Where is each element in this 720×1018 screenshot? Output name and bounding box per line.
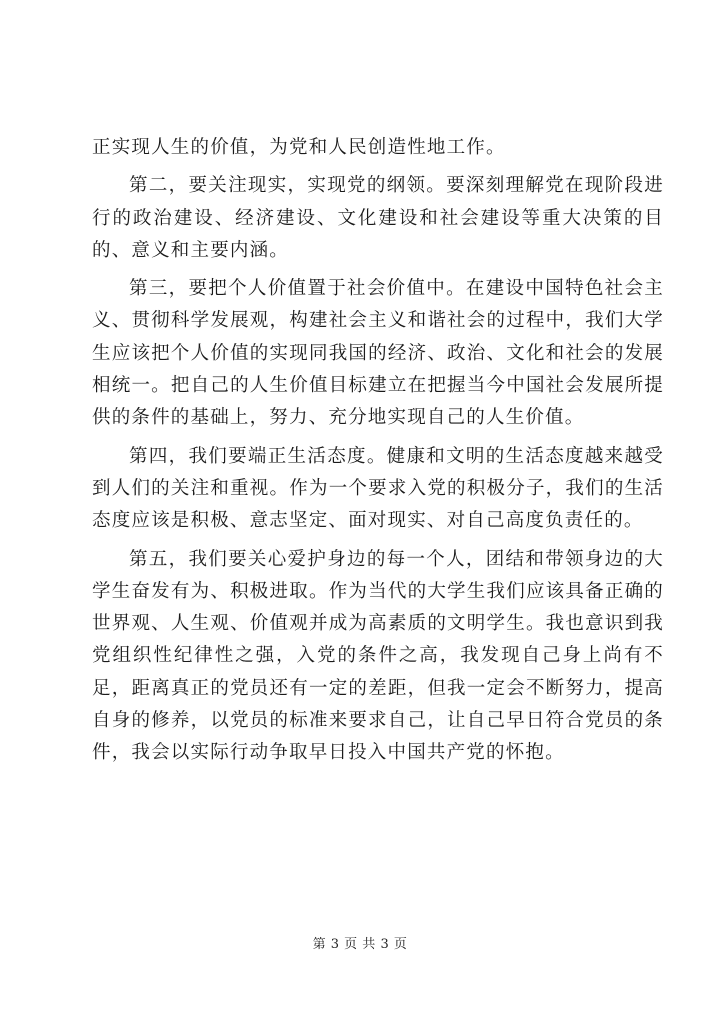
paragraph-point-five: 第五，我们要关心爱护身边的每一个人，团结和带领身边的大学生奋发有为、积极进取。作为当代的大学生我们应该具备正确的世界观、人生观、价值观并成为高素质的文明学生。我也意识到我党组织性纪律性之强，入党的条件之高，我发现自己身上尚有不足，距离真正的党员还有一定的差距，但我一定会不断努力，提高自身的修养，以党员的标准来要求自己，让自己早日符合党员的条件，我会以实际行动争取早日投入中国共产党的怀抱。 bbox=[92, 548, 664, 764]
paragraph-point-four: 第四，我们要端正生活态度。健康和文明的生活态度越来越受到人们的关注和重视。作为一个要求入党的积极分子，我们的生活态度应该是积极、意志坚定、面对现实、对自己高度负责任的。 bbox=[92, 445, 664, 532]
paragraph-continuation: 正实现人生的价值，为党和人民创造性地工作。 bbox=[92, 137, 506, 158]
document-body bbox=[92, 132, 664, 776]
paragraph-point-two: 第二，要关注现实，实现党的纲领。要深刻理解党在现阶段进行的政治建设、经济建设、文化建设和社会建设等重大决策的目的、意义和主要内涵。 bbox=[92, 175, 664, 261]
page-number-footer: 第 3 页 共 3 页 bbox=[312, 937, 408, 952]
paragraph-point-three: 第三，要把个人价值置于社会价值中。在建设中国特色社会主义、贯彻科学发展观，构建社会主义和谐社会的过程中，我们大学生应该把个人价值的实现同我国的经济、政治、文化和社会的发展相统一。把自己的人生价值目标建立在把握当今中国社会发展所提供的条件的基础上，努力、充分地实现自己的人生价值。 bbox=[92, 278, 664, 429]
